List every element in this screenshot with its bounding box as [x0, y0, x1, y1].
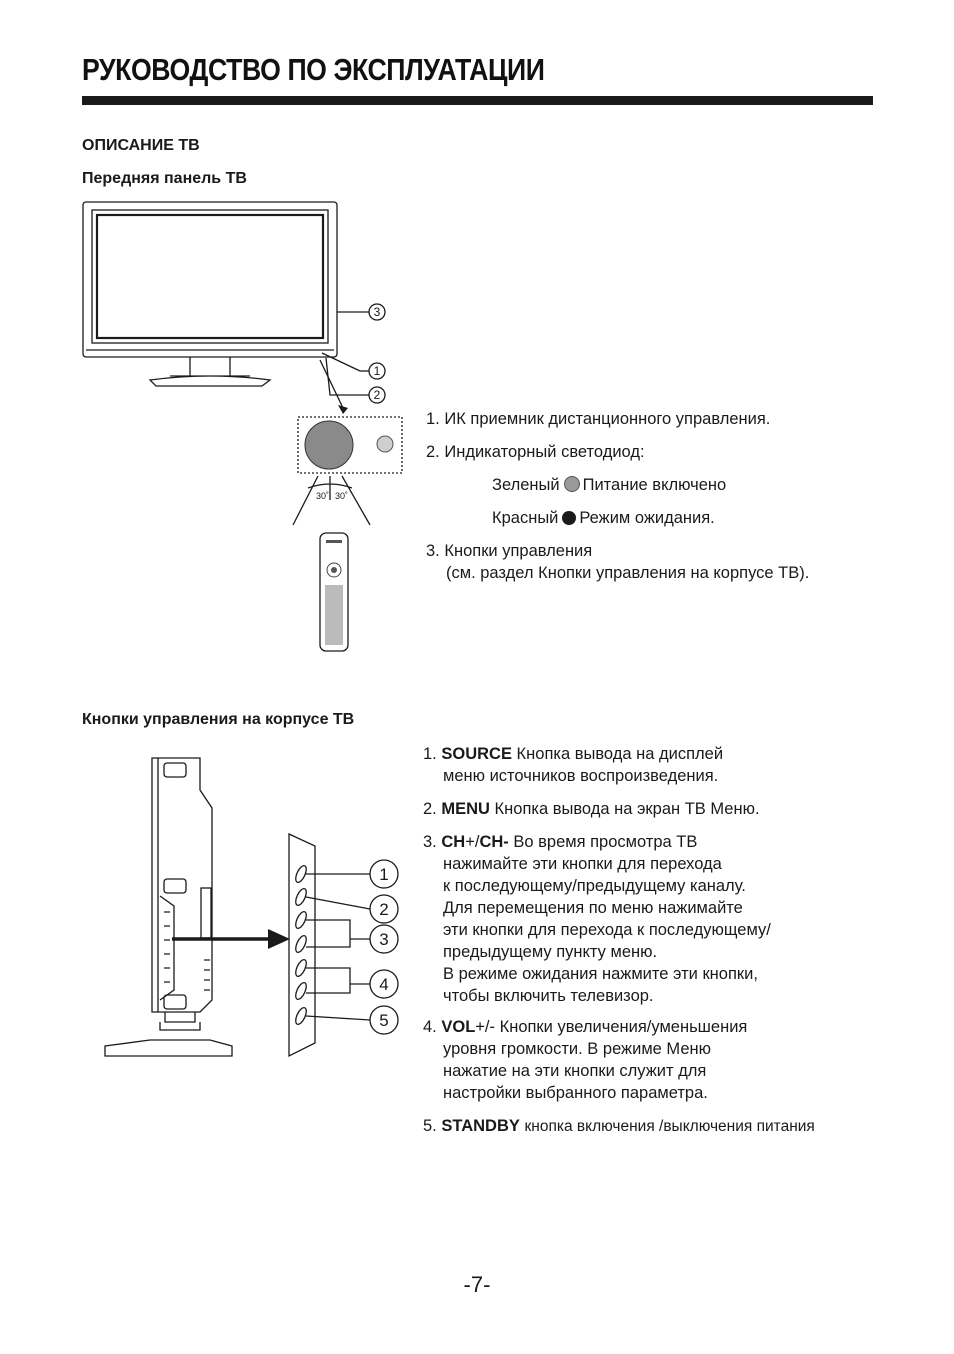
section-heading: ОПИСАНИЕ ТВ: [82, 137, 200, 154]
front-item-2: 2. Индикаторный светодиод:: [426, 443, 645, 461]
callout-label-1: 1: [373, 364, 381, 378]
callout-label-2: 2: [373, 388, 381, 402]
side-item-1: 1. SOURCE Кнопка вывода на дисплей меню источников воспроизведения.: [423, 745, 724, 785]
front-item-3: 3. Кнопки управления (см. раздел Кнопки управления на корпусе ТВ).: [426, 542, 810, 582]
side-buttons-small: [164, 912, 170, 982]
side-item-5: 5. STANDBY кнопка включения /выключения питания: [423, 1117, 815, 1135]
front-panel-heading: Передняя панель ТВ: [82, 170, 247, 187]
side-panel-heading: Кнопки управления на корпусе ТВ: [82, 711, 355, 728]
callout-label-3: 3: [373, 305, 381, 319]
tv-side-stand: [105, 1012, 232, 1056]
side-item-3: 3. CH+/CH- Во время просмотра ТВ нажимайте эти кнопки для перехода к последующему/предыдущему каналу. Для перемещения по меню нажимайте эти кнопки для перехода к последующему/ предыдущему пункту меню. В режиме ожидания нажмите эти кнопки, чтобы включить телевизор.: [423, 833, 771, 1005]
side-callout-label-1: 1: [379, 865, 389, 884]
tv-side-profile: [152, 758, 212, 1012]
page-title: РУКОВОДСТВО ПО ЭКСПЛУАТАЦИИ: [82, 52, 545, 87]
angle-label-right: 30˚: [335, 491, 349, 501]
side-buttons: [294, 864, 309, 1026]
side-callout-label-4: 4: [379, 975, 389, 994]
led-green-row: Зеленый Питание включено: [492, 476, 727, 494]
side-item-2: 2. MENU Кнопка вывода на экран ТВ Меню.: [423, 800, 760, 818]
side-item-4: 4. VOL+/- Кнопки увеличения/уменьшения уровня громкости. В режиме Меню нажатие на эти кнопки служит для настройки выбранного параметра.: [423, 1018, 748, 1102]
side-callout-label-3: 3: [379, 930, 389, 949]
page-number: -7-: [463, 1272, 491, 1297]
angle-label-left: 30˚: [316, 491, 330, 501]
side-callout-label-5: 5: [379, 1011, 389, 1030]
front-item-1: 1. ИК приемник дистанционного управления.: [426, 410, 771, 428]
led-red-row: Красный Режим ожидания.: [492, 509, 715, 527]
side-callout-label-2: 2: [379, 900, 389, 919]
side-arrow-head: [268, 929, 290, 949]
